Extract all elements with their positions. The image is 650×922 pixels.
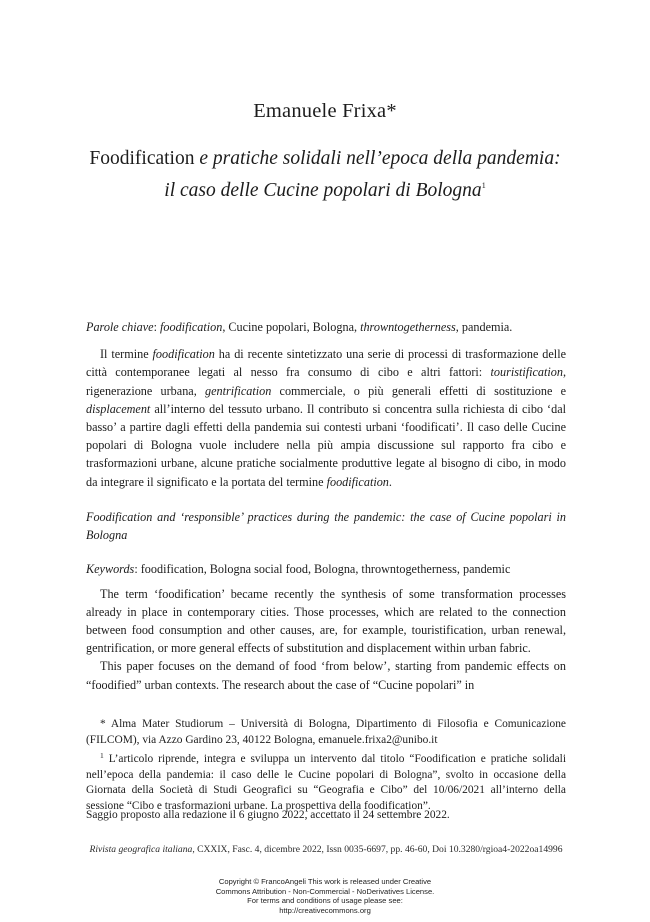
english-abstract-p1: The term ‘foodification’ became recently the synthesis of some transformation processes already in place in contemporary cities. Those processes, which are related to the connection between food consumption and other causes, are, for example, touristification, urban renewal, gentrification, or more general effects of substitution and displacement within urban fabric. (86, 586, 566, 656)
title-word-foodification: Foodification (89, 148, 195, 169)
abstract-text: , rigenerazione urbana, (86, 365, 566, 398)
english-keywords-text: : foodification, Bologna social food, Bologna, throwntogetherness, pandemic (134, 562, 511, 577)
abstract-text: commerciale, o più generali effetti di sostituzione e (271, 383, 566, 398)
italian-keywords-end: , pandemia. (455, 320, 513, 334)
english-section (86, 508, 566, 694)
journal-details: , CXXIX, Fasc. 4, dicembre 2022, Issn 0035-6697, pp. 46-60, Doi 10.3280/rgioa4-2022oa14996 (192, 844, 563, 855)
abstract-term: gentrification (204, 383, 272, 398)
abstract-text: . (388, 474, 392, 489)
italian-keywords-mid: , Cucine popolari, Bologna, (222, 320, 361, 334)
title-line-2-text: il caso delle Cucine popolari di Bologna (164, 180, 482, 201)
italian-keywords (86, 318, 566, 336)
english-abstract-p2: This paper focuses on the demand of food ‘from below’, starting from pandemic effects on “foodified” urban contexts. The research about the case of “Cucine popolari” in (86, 659, 566, 692)
copyright-line-3: For terms and conditions of usage please see: (247, 896, 403, 906)
author-name: Emanuele Frixa* (253, 100, 397, 122)
journal-name: Rivista geografica italiana (89, 844, 193, 855)
title-line-1 (40, 145, 610, 172)
italian-keywords-sep: : (153, 320, 161, 334)
footnote-1 (86, 748, 566, 814)
english-keywords-label: Keywords (86, 562, 135, 577)
copyright-line-1: Copyright © FrancoAngeli This work is released under Creative (218, 877, 432, 886)
footnote-affiliation: * Alma Mater Studiorum – Università di Bologna, Dipartimento di Filosofia e Comunicazione (FILCOM), via Azzo Gardino 23, 40122 Bologna, emanuele.frixa2@unibo.it (86, 718, 566, 746)
copyright-line-2: Commons Attribution - Non-Commercial - NoDerivatives License. (215, 886, 435, 896)
english-title: Foodification and ‘responsible’ practices during the pandemic: the case of Cucine popolari in Bologna (86, 510, 566, 543)
article-title (40, 145, 610, 204)
italian-keywords-label: Parole chiave (86, 320, 154, 334)
italian-keyword-2: throwntogetherness (360, 320, 456, 334)
title-footnote-mark[interactable]: 1 (481, 181, 486, 190)
journal-citation (86, 843, 566, 856)
title-line-1-rest: e pratiche solidali nell’epoca della pandemia: (199, 148, 561, 169)
submission-dates: Saggio proposto alla redazione il 6 giugno 2022, accettato il 24 settembre 2022. (86, 809, 450, 821)
abstract-text: all’interno del tessuto urbano. Il contributo si concentra sulla richiesta di cibo ‘dal basso’ a partire dagli effetti della pandemia sui contesti urbani ‘foodificati’. Il caso delle Cucine popolari di Bologna vuole includere nella più ampia discussione sul rapporto fra cibo e trasformazioni urbane, alcune pratiche socialmente produttive legate al bisogno di cibo, in modo da integrare il significato e la portata del termine (86, 401, 566, 489)
copyright-link[interactable]: http://creativecommons.org (279, 905, 371, 915)
abstract-text: ha di recente sintetizzato una serie di processi di trasformazione delle città contemporanee legati al nesso fra consumo di cibo e altri fattori: (86, 347, 566, 380)
abstract-term: foodification (152, 347, 215, 362)
english-keywords (86, 560, 566, 578)
italian-section (86, 318, 566, 491)
title-line-2 (40, 172, 610, 204)
footnotes (86, 717, 566, 815)
footnote-1-mark: 1 (100, 751, 104, 761)
italian-keyword-1: foodification (160, 320, 223, 334)
abstract-term: displacement (86, 401, 151, 416)
abstract-text: Il termine (100, 347, 153, 362)
abstract-term: touristification (490, 365, 563, 380)
footnote-1-text: L’articolo riprende, integra e sviluppa un intervento dal titolo “Foodification e pratiche solidali nell’epoca della pandemia: il caso delle le Cucine popolari di Bologna”, svolto in occasione della Giornata della Società di Studi Geografici su “Geografia e Cibo” del 10/06/2021 all’interno della sessione “Cibo e trasformazioni urbane. La prospettiva della foodification”. (86, 753, 566, 812)
copyright-notice (0, 877, 650, 915)
italian-abstract (86, 345, 566, 491)
abstract-term: foodification (326, 474, 389, 489)
